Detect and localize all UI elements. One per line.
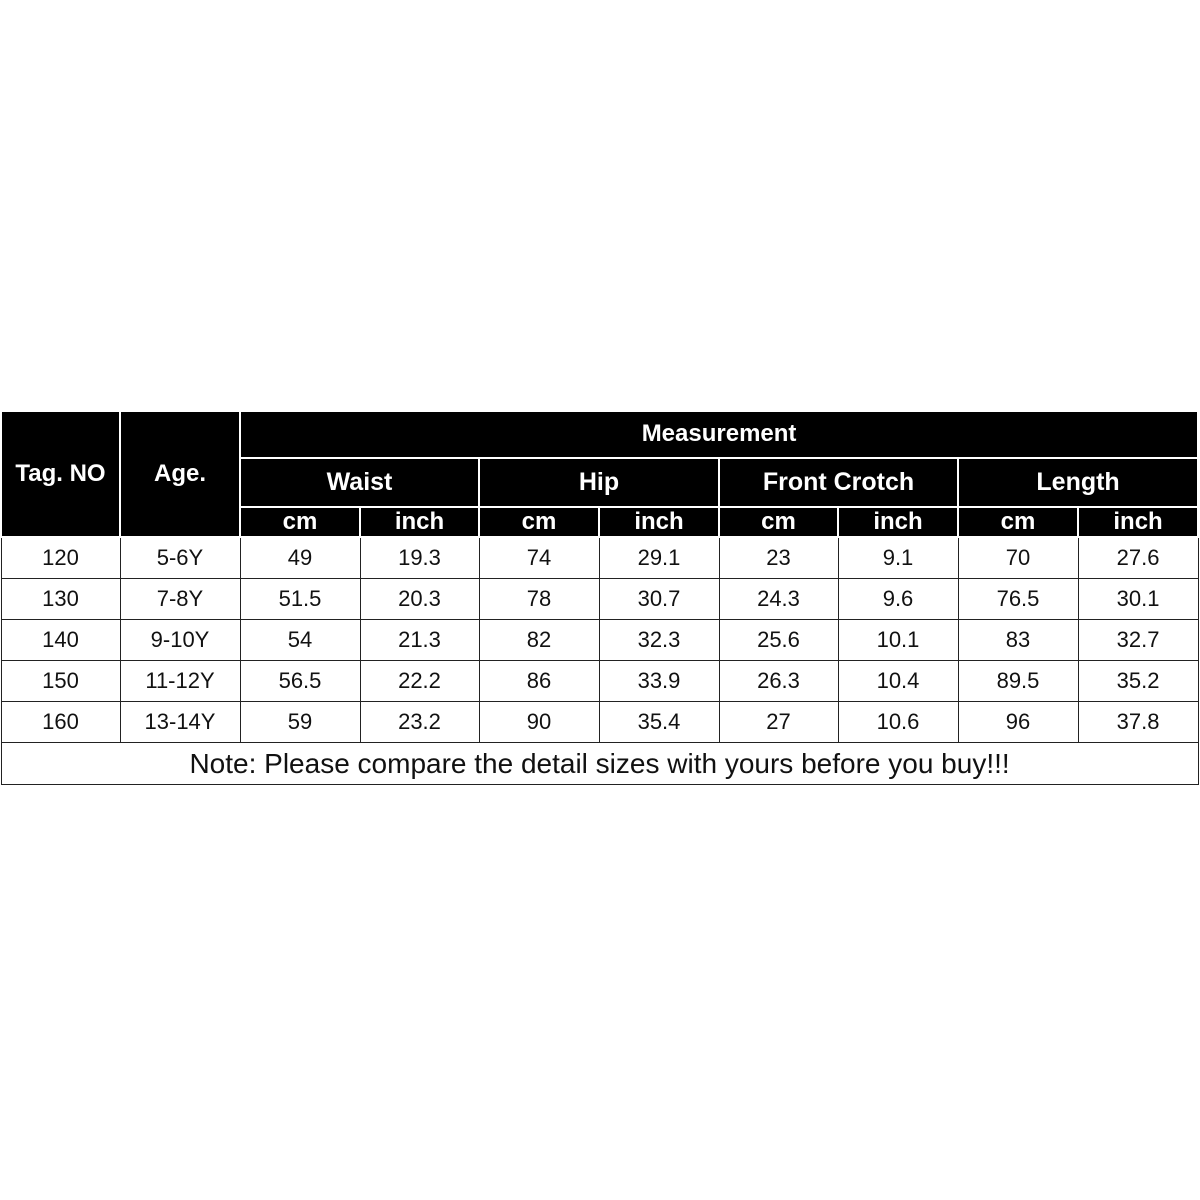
table-cell: 130	[1, 579, 120, 620]
table-cell: 23.2	[360, 702, 479, 743]
table-cell: 7-8Y	[120, 579, 240, 620]
table-cell: 13-14Y	[120, 702, 240, 743]
waist-header: Waist	[240, 458, 479, 507]
unit-header: cm	[719, 507, 838, 538]
table-cell: 30.7	[599, 579, 719, 620]
table-cell: 76.5	[958, 579, 1078, 620]
table-cell: 20.3	[360, 579, 479, 620]
table-cell: 30.1	[1078, 579, 1198, 620]
table-header	[1, 411, 1198, 537]
note-text: Note: Please compare the detail sizes with yours before you buy!!!	[1, 743, 1198, 785]
table-cell: 10.1	[838, 620, 958, 661]
size-chart-table	[0, 410, 1199, 785]
table-cell: 160	[1, 702, 120, 743]
table-cell: 21.3	[360, 620, 479, 661]
table-cell: 11-12Y	[120, 661, 240, 702]
table-cell: 5-6Y	[120, 537, 240, 579]
table-cell: 19.3	[360, 537, 479, 579]
unit-header: inch	[1078, 507, 1198, 538]
note-row	[1, 743, 1198, 785]
tag-no-header: Tag. NO	[1, 411, 120, 537]
table-cell: 82	[479, 620, 599, 661]
table-cell: 9-10Y	[120, 620, 240, 661]
table-cell: 29.1	[599, 537, 719, 579]
table-cell: 9.1	[838, 537, 958, 579]
table-cell: 32.3	[599, 620, 719, 661]
table-cell: 96	[958, 702, 1078, 743]
unit-header: cm	[479, 507, 599, 538]
table-cell: 27	[719, 702, 838, 743]
table-cell: 78	[479, 579, 599, 620]
table-cell: 86	[479, 661, 599, 702]
table-cell: 27.6	[1078, 537, 1198, 579]
unit-header: cm	[240, 507, 360, 538]
table-cell: 56.5	[240, 661, 360, 702]
table-row	[1, 579, 1198, 620]
table-cell: 23	[719, 537, 838, 579]
table-cell: 32.7	[1078, 620, 1198, 661]
table-cell: 33.9	[599, 661, 719, 702]
table-cell: 70	[958, 537, 1078, 579]
table-body	[1, 537, 1198, 785]
table-row	[1, 661, 1198, 702]
table-row	[1, 702, 1198, 743]
table-cell: 74	[479, 537, 599, 579]
table-cell: 10.6	[838, 702, 958, 743]
table-cell: 89.5	[958, 661, 1078, 702]
length-header: Length	[958, 458, 1198, 507]
table-cell: 26.3	[719, 661, 838, 702]
age-header: Age.	[120, 411, 240, 537]
table-cell: 59	[240, 702, 360, 743]
table-cell: 140	[1, 620, 120, 661]
table-row	[1, 620, 1198, 661]
table-cell: 83	[958, 620, 1078, 661]
table-cell: 150	[1, 661, 120, 702]
front-crotch-header: Front Crotch	[719, 458, 958, 507]
table-cell: 90	[479, 702, 599, 743]
hip-header: Hip	[479, 458, 719, 507]
measurement-header: Measurement	[240, 411, 1198, 458]
unit-header: cm	[958, 507, 1078, 538]
table-cell: 120	[1, 537, 120, 579]
table-cell: 25.6	[719, 620, 838, 661]
unit-header: inch	[360, 507, 479, 538]
table-cell: 10.4	[838, 661, 958, 702]
table-row	[1, 537, 1198, 579]
table-cell: 51.5	[240, 579, 360, 620]
table-cell: 37.8	[1078, 702, 1198, 743]
table-cell: 24.3	[719, 579, 838, 620]
table-cell: 35.4	[599, 702, 719, 743]
table-cell: 49	[240, 537, 360, 579]
table-cell: 54	[240, 620, 360, 661]
table-cell: 35.2	[1078, 661, 1198, 702]
unit-header: inch	[838, 507, 958, 538]
unit-header: inch	[599, 507, 719, 538]
table-cell: 22.2	[360, 661, 479, 702]
table-cell: 9.6	[838, 579, 958, 620]
